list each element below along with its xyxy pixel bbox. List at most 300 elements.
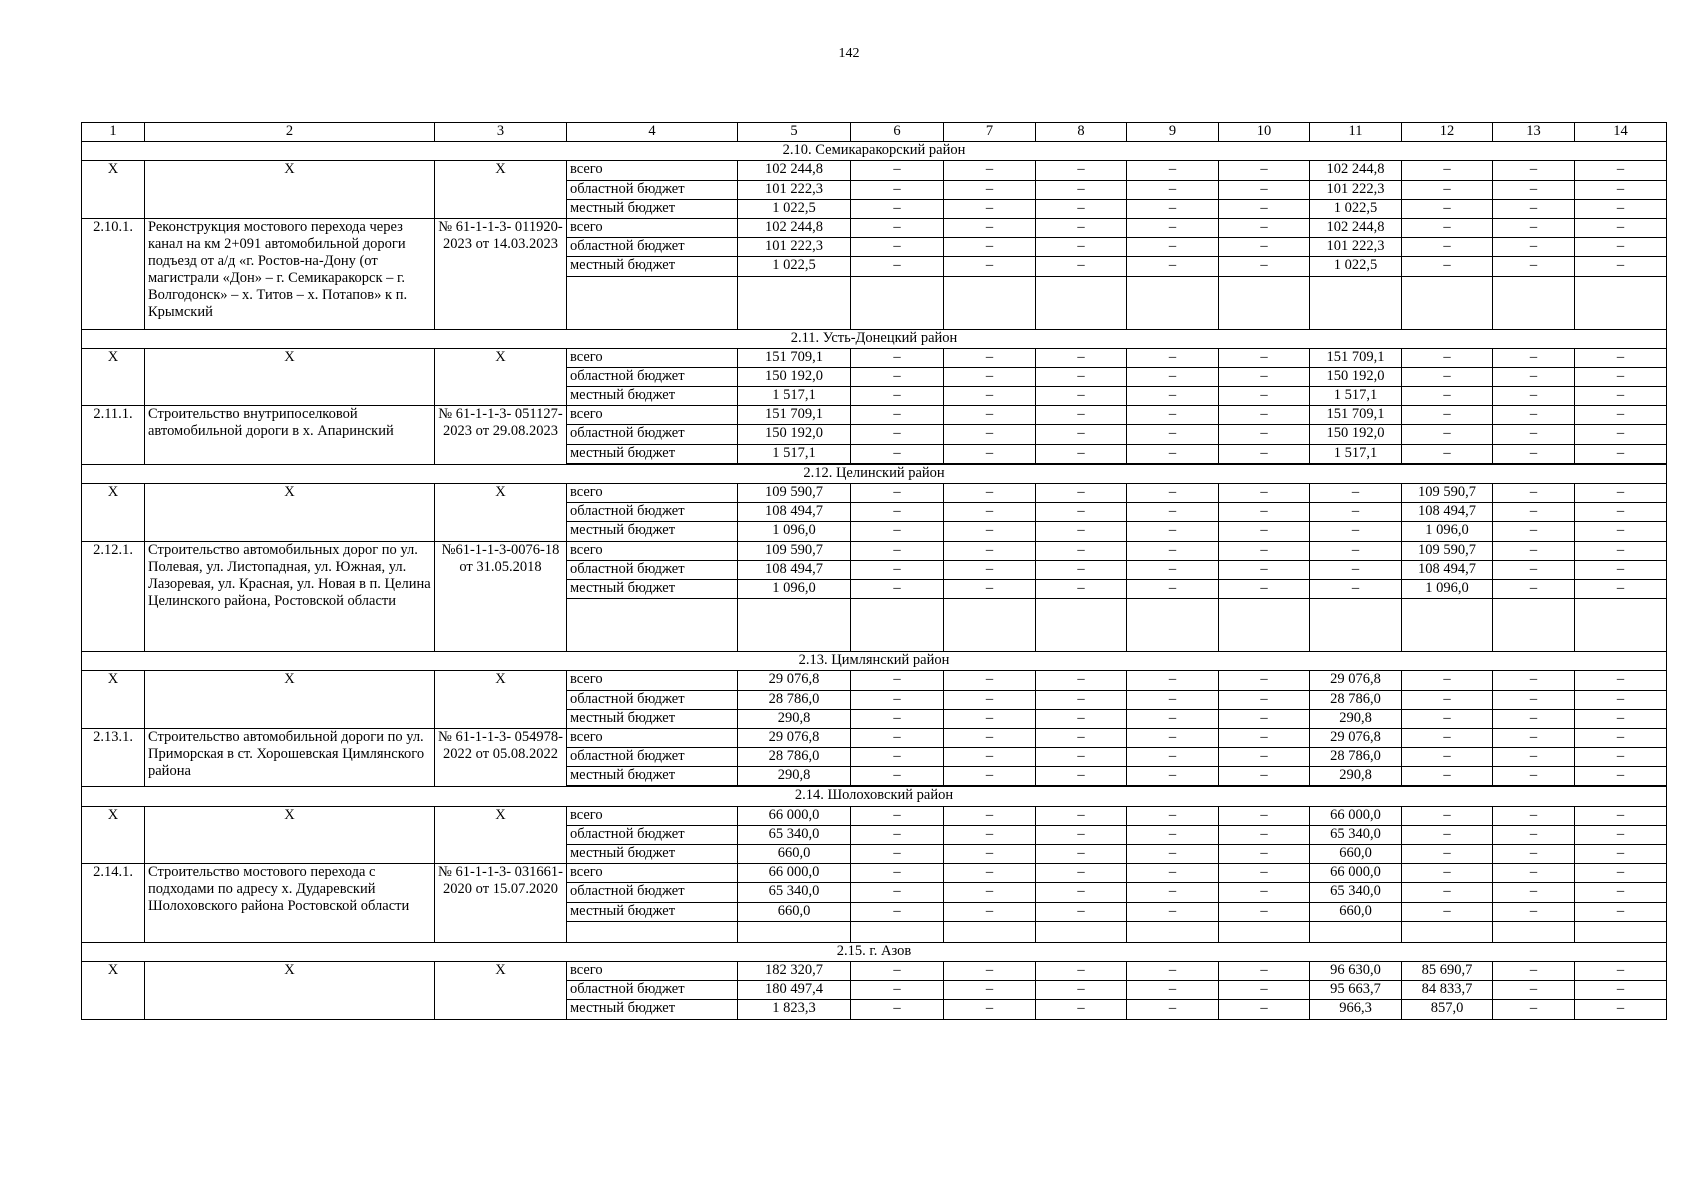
amount-cell: 966,3: [1310, 1000, 1402, 1019]
amount-cell: –: [851, 541, 944, 560]
amount-cell: –: [944, 348, 1036, 367]
table-row: [82, 671, 1667, 690]
amount-cell: –: [1036, 425, 1127, 444]
empty-cell: [1036, 921, 1127, 942]
amount-cell: 1 517,1: [738, 387, 851, 406]
amount-cell: 29 076,8: [1310, 728, 1402, 747]
item-number: X: [82, 961, 145, 1019]
amount-cell: –: [1036, 387, 1127, 406]
amount-cell: –: [1127, 883, 1219, 902]
item-name: Реконструкция мостового перехода через канал на км 2+091 автомобильной дороги подъезд от а/д «г. Ростов-на-Дону (от магистрали «Дон» – г. Семикаракорск – г. Волгодонск» – х. Титов – х. Потапов» к п. Крымский: [145, 218, 435, 329]
amount-cell: –: [944, 199, 1036, 218]
amount-cell: –: [1127, 806, 1219, 825]
amount-cell: –: [1219, 199, 1310, 218]
amount-cell: –: [944, 541, 1036, 560]
amount-cell: 28 786,0: [738, 748, 851, 767]
amount-cell: –: [1036, 767, 1127, 786]
item-name: X: [145, 806, 435, 864]
amount-cell: –: [1493, 218, 1575, 237]
amount-cell: –: [1219, 579, 1310, 598]
amount-cell: 150 192,0: [738, 425, 851, 444]
amount-cell: –: [944, 387, 1036, 406]
amount-cell: –: [1402, 161, 1493, 180]
amount-cell: –: [851, 864, 944, 883]
amount-cell: –: [1575, 199, 1667, 218]
header-cell: 4: [567, 123, 738, 142]
amount-cell: –: [851, 406, 944, 425]
amount-cell: –: [851, 709, 944, 728]
amount-cell: –: [1036, 728, 1127, 747]
amount-cell: –: [1310, 484, 1402, 503]
amount-cell: –: [1127, 503, 1219, 522]
amount-cell: –: [1575, 560, 1667, 579]
budget-source: областной бюджет: [567, 425, 738, 444]
amount-cell: –: [1575, 883, 1667, 902]
amount-cell: –: [1575, 444, 1667, 463]
section-title: 2.14. Шолоховский район: [82, 787, 1667, 806]
amount-cell: 180 497,4: [738, 981, 851, 1000]
amount-cell: –: [851, 825, 944, 844]
amount-cell: –: [1219, 425, 1310, 444]
table-row: [82, 484, 1667, 503]
item-number: X: [82, 161, 145, 219]
amount-cell: –: [1575, 522, 1667, 541]
amount-cell: –: [1219, 560, 1310, 579]
amount-cell: –: [1402, 690, 1493, 709]
amount-cell: 28 786,0: [1310, 690, 1402, 709]
amount-cell: –: [1219, 541, 1310, 560]
amount-cell: –: [851, 238, 944, 257]
amount-cell: –: [1575, 238, 1667, 257]
item-document: X: [435, 348, 567, 406]
amount-cell: –: [1493, 541, 1575, 560]
amount-cell: –: [944, 767, 1036, 786]
budget-source: областной бюджет: [567, 367, 738, 386]
header-cell: 3: [435, 123, 567, 142]
amount-cell: –: [1493, 503, 1575, 522]
amount-cell: 66 000,0: [1310, 806, 1402, 825]
budget-source: всего: [567, 961, 738, 980]
empty-cell: [1575, 921, 1667, 942]
amount-cell: –: [1493, 348, 1575, 367]
empty-cell: [1219, 599, 1310, 652]
amount-cell: –: [1575, 579, 1667, 598]
amount-cell: –: [1575, 728, 1667, 747]
table-row: [82, 348, 1667, 367]
section-title: 2.13. Цимлянский район: [82, 652, 1667, 671]
amount-cell: 151 709,1: [1310, 348, 1402, 367]
amount-cell: –: [944, 218, 1036, 237]
empty-cell: [1493, 276, 1575, 329]
empty-cell: [567, 599, 738, 652]
budget-source: местный бюджет: [567, 579, 738, 598]
amount-cell: –: [1127, 1000, 1219, 1019]
amount-cell: –: [944, 806, 1036, 825]
amount-cell: 29 076,8: [738, 728, 851, 747]
table-row: [82, 961, 1667, 980]
amount-cell: –: [851, 444, 944, 463]
amount-cell: 85 690,7: [1402, 961, 1493, 980]
amount-cell: –: [1493, 406, 1575, 425]
amount-cell: –: [1402, 257, 1493, 276]
amount-cell: –: [1036, 522, 1127, 541]
amount-cell: 66 000,0: [738, 864, 851, 883]
amount-cell: –: [944, 845, 1036, 864]
budget-source: местный бюджет: [567, 767, 738, 786]
amount-cell: –: [1493, 180, 1575, 199]
amount-cell: –: [944, 825, 1036, 844]
empty-cell: [1310, 921, 1402, 942]
budget-source: всего: [567, 806, 738, 825]
amount-cell: 95 663,7: [1310, 981, 1402, 1000]
amount-cell: –: [944, 161, 1036, 180]
amount-cell: –: [1402, 387, 1493, 406]
table-row: [82, 806, 1667, 825]
budget-source: областной бюджет: [567, 825, 738, 844]
amount-cell: –: [1219, 218, 1310, 237]
amount-cell: –: [1127, 825, 1219, 844]
budget-source: областной бюджет: [567, 560, 738, 579]
amount-cell: –: [1127, 199, 1219, 218]
amount-cell: –: [1036, 961, 1127, 980]
amount-cell: –: [1493, 560, 1575, 579]
amount-cell: –: [1127, 406, 1219, 425]
amount-cell: –: [1127, 864, 1219, 883]
amount-cell: –: [1575, 218, 1667, 237]
amount-cell: –: [1036, 503, 1127, 522]
amount-cell: –: [1127, 961, 1219, 980]
amount-cell: –: [851, 579, 944, 598]
item-name: X: [145, 961, 435, 1019]
budget-source: областной бюджет: [567, 238, 738, 257]
empty-cell: [1402, 276, 1493, 329]
amount-cell: 1 022,5: [1310, 199, 1402, 218]
amount-cell: –: [1575, 503, 1667, 522]
budget-table: [81, 122, 1667, 1020]
amount-cell: –: [851, 902, 944, 921]
amount-cell: –: [1493, 748, 1575, 767]
amount-cell: –: [1219, 981, 1310, 1000]
amount-cell: –: [1219, 709, 1310, 728]
amount-cell: 151 709,1: [738, 348, 851, 367]
amount-cell: –: [944, 864, 1036, 883]
amount-cell: –: [1575, 671, 1667, 690]
budget-source: местный бюджет: [567, 199, 738, 218]
amount-cell: –: [851, 671, 944, 690]
amount-cell: –: [851, 767, 944, 786]
amount-cell: –: [1402, 444, 1493, 463]
amount-cell: –: [1219, 864, 1310, 883]
empty-cell: [1219, 921, 1310, 942]
empty-cell: [1402, 921, 1493, 942]
empty-cell: [1219, 276, 1310, 329]
amount-cell: –: [1127, 728, 1219, 747]
item-number: X: [82, 348, 145, 406]
amount-cell: –: [1036, 748, 1127, 767]
amount-cell: –: [1310, 560, 1402, 579]
budget-source: местный бюджет: [567, 845, 738, 864]
empty-cell: [567, 921, 738, 942]
item-document: X: [435, 806, 567, 864]
amount-cell: 101 222,3: [1310, 238, 1402, 257]
amount-cell: –: [1575, 806, 1667, 825]
item-number: 2.11.1.: [82, 406, 145, 465]
amount-cell: –: [1575, 161, 1667, 180]
amount-cell: –: [1127, 444, 1219, 463]
amount-cell: –: [1493, 902, 1575, 921]
item-name: Строительство автомобильной дороги по ул. Приморская в ст. Хорошевская Цимлянского района: [145, 728, 435, 787]
amount-cell: 1 022,5: [738, 199, 851, 218]
item-number: 2.10.1.: [82, 218, 145, 329]
amount-cell: –: [1575, 367, 1667, 386]
amount-cell: –: [1036, 825, 1127, 844]
amount-cell: –: [1219, 825, 1310, 844]
budget-source: всего: [567, 406, 738, 425]
amount-cell: 1 517,1: [1310, 444, 1402, 463]
amount-cell: –: [851, 845, 944, 864]
amount-cell: –: [1402, 902, 1493, 921]
amount-cell: –: [1036, 845, 1127, 864]
budget-source: всего: [567, 218, 738, 237]
budget-source: всего: [567, 728, 738, 747]
budget-source: местный бюджет: [567, 709, 738, 728]
amount-cell: –: [851, 367, 944, 386]
amount-cell: 108 494,7: [1402, 503, 1493, 522]
amount-cell: –: [1219, 845, 1310, 864]
amount-cell: –: [1127, 690, 1219, 709]
amount-cell: –: [1036, 690, 1127, 709]
amount-cell: –: [1493, 825, 1575, 844]
amount-cell: 1 096,0: [1402, 579, 1493, 598]
budget-source: областной бюджет: [567, 883, 738, 902]
amount-cell: –: [944, 406, 1036, 425]
amount-cell: 102 244,8: [1310, 161, 1402, 180]
amount-cell: –: [1127, 238, 1219, 257]
amount-cell: 290,8: [1310, 709, 1402, 728]
amount-cell: –: [1493, 161, 1575, 180]
header-cell: 5: [738, 123, 851, 142]
amount-cell: 29 076,8: [738, 671, 851, 690]
budget-source: всего: [567, 348, 738, 367]
amount-cell: –: [1575, 961, 1667, 980]
amount-cell: 108 494,7: [738, 560, 851, 579]
amount-cell: –: [851, 728, 944, 747]
amount-cell: –: [1402, 238, 1493, 257]
amount-cell: –: [1310, 579, 1402, 598]
amount-cell: –: [1493, 579, 1575, 598]
amount-cell: –: [1402, 671, 1493, 690]
section-title: 2.15. г. Азов: [82, 942, 1667, 961]
empty-cell: [1493, 599, 1575, 652]
amount-cell: 28 786,0: [738, 690, 851, 709]
header-cell: 6: [851, 123, 944, 142]
empty-cell: [944, 276, 1036, 329]
item-number: 2.12.1.: [82, 541, 145, 652]
amount-cell: 102 244,8: [1310, 218, 1402, 237]
amount-cell: 1 517,1: [1310, 387, 1402, 406]
amount-cell: –: [1575, 845, 1667, 864]
amount-cell: –: [1402, 199, 1493, 218]
budget-source: областной бюджет: [567, 503, 738, 522]
amount-cell: –: [944, 671, 1036, 690]
amount-cell: –: [1493, 522, 1575, 541]
amount-cell: –: [1575, 748, 1667, 767]
amount-cell: –: [1219, 522, 1310, 541]
table-row: [82, 218, 1667, 237]
amount-cell: –: [1127, 541, 1219, 560]
amount-cell: –: [944, 238, 1036, 257]
amount-cell: –: [1402, 728, 1493, 747]
amount-cell: 1 096,0: [738, 522, 851, 541]
section-row: [82, 142, 1667, 161]
header-cell: 12: [1402, 123, 1493, 142]
amount-cell: –: [944, 961, 1036, 980]
amount-cell: –: [1036, 218, 1127, 237]
amount-cell: –: [1493, 199, 1575, 218]
amount-cell: –: [1493, 387, 1575, 406]
budget-source: местный бюджет: [567, 902, 738, 921]
amount-cell: –: [1402, 748, 1493, 767]
amount-cell: –: [944, 709, 1036, 728]
amount-cell: –: [1493, 238, 1575, 257]
item-name: Строительство мостового перехода с подходами по адресу х. Дударевский Шолоховского района Ростовской области: [145, 864, 435, 943]
item-document: №61-1-1-3-0076-18 от 31.05.2018: [435, 541, 567, 652]
amount-cell: –: [1575, 902, 1667, 921]
amount-cell: –: [851, 503, 944, 522]
amount-cell: –: [1219, 767, 1310, 786]
amount-cell: 65 340,0: [1310, 883, 1402, 902]
amount-cell: –: [1036, 902, 1127, 921]
amount-cell: –: [1493, 806, 1575, 825]
item-document: № 61-1-1-3- 031661-2020 от 15.07.2020: [435, 864, 567, 943]
table-row: [82, 864, 1667, 883]
amount-cell: –: [1036, 709, 1127, 728]
amount-cell: –: [1493, 981, 1575, 1000]
amount-cell: –: [944, 522, 1036, 541]
item-document: X: [435, 161, 567, 219]
amount-cell: –: [1493, 671, 1575, 690]
empty-cell: [851, 599, 944, 652]
amount-cell: 290,8: [738, 767, 851, 786]
item-name: X: [145, 348, 435, 406]
amount-cell: –: [1402, 709, 1493, 728]
amount-cell: –: [1127, 425, 1219, 444]
empty-cell: [851, 921, 944, 942]
amount-cell: –: [1127, 484, 1219, 503]
amount-cell: –: [1127, 709, 1219, 728]
item-document: № 61-1-1-3- 011920-2023 от 14.03.2023: [435, 218, 567, 329]
amount-cell: –: [851, 748, 944, 767]
amount-cell: –: [1127, 348, 1219, 367]
amount-cell: –: [1575, 709, 1667, 728]
empty-cell: [944, 921, 1036, 942]
amount-cell: –: [1036, 806, 1127, 825]
table-row: [82, 728, 1667, 747]
amount-cell: –: [1402, 845, 1493, 864]
header-cell: 1: [82, 123, 145, 142]
amount-cell: –: [1219, 180, 1310, 199]
empty-cell: [1036, 276, 1127, 329]
amount-cell: –: [1493, 728, 1575, 747]
section-title: 2.12. Целинский район: [82, 464, 1667, 483]
amount-cell: –: [1493, 709, 1575, 728]
header-cell: 14: [1575, 123, 1667, 142]
amount-cell: –: [944, 503, 1036, 522]
amount-cell: –: [1575, 825, 1667, 844]
amount-cell: 660,0: [1310, 845, 1402, 864]
amount-cell: –: [1402, 406, 1493, 425]
amount-cell: –: [851, 961, 944, 980]
amount-cell: –: [1127, 522, 1219, 541]
empty-cell: [567, 276, 738, 329]
amount-cell: –: [1493, 864, 1575, 883]
amount-cell: –: [1493, 690, 1575, 709]
amount-cell: –: [1493, 444, 1575, 463]
amount-cell: –: [944, 257, 1036, 276]
amount-cell: –: [851, 806, 944, 825]
empty-cell: [851, 276, 944, 329]
amount-cell: 102 244,8: [738, 218, 851, 237]
item-name: Строительство внутрипоселковой автомобильной дороги в х. Апаринский: [145, 406, 435, 465]
amount-cell: 66 000,0: [738, 806, 851, 825]
budget-source: всего: [567, 671, 738, 690]
item-number: 2.13.1.: [82, 728, 145, 787]
item-number: 2.14.1.: [82, 864, 145, 943]
amount-cell: 1 517,1: [738, 444, 851, 463]
amount-cell: –: [851, 199, 944, 218]
amount-cell: 1 096,0: [738, 579, 851, 598]
amount-cell: –: [1493, 961, 1575, 980]
amount-cell: –: [1310, 503, 1402, 522]
item-number: X: [82, 671, 145, 729]
amount-cell: 150 192,0: [1310, 367, 1402, 386]
section-title: 2.11. Усть-Донецкий район: [82, 329, 1667, 348]
amount-cell: –: [851, 1000, 944, 1019]
amount-cell: –: [1036, 257, 1127, 276]
amount-cell: –: [851, 425, 944, 444]
amount-cell: –: [1219, 387, 1310, 406]
amount-cell: –: [1402, 806, 1493, 825]
empty-cell: [1127, 276, 1219, 329]
amount-cell: –: [1219, 902, 1310, 921]
item-name: X: [145, 484, 435, 542]
amount-cell: –: [1493, 484, 1575, 503]
amount-cell: –: [1575, 767, 1667, 786]
amount-cell: –: [1127, 560, 1219, 579]
amount-cell: –: [1402, 180, 1493, 199]
amount-cell: –: [1036, 864, 1127, 883]
amount-cell: –: [1219, 728, 1310, 747]
item-number: X: [82, 484, 145, 542]
amount-cell: –: [1127, 180, 1219, 199]
section-row: [82, 942, 1667, 961]
budget-source: местный бюджет: [567, 444, 738, 463]
budget-source: всего: [567, 484, 738, 503]
amount-cell: –: [1127, 981, 1219, 1000]
amount-cell: –: [1493, 425, 1575, 444]
amount-cell: 101 222,3: [738, 180, 851, 199]
amount-cell: –: [1402, 883, 1493, 902]
amount-cell: –: [1036, 238, 1127, 257]
amount-cell: –: [1402, 767, 1493, 786]
amount-cell: –: [1402, 218, 1493, 237]
amount-cell: –: [1575, 1000, 1667, 1019]
amount-cell: –: [944, 425, 1036, 444]
amount-cell: 660,0: [1310, 902, 1402, 921]
budget-source: местный бюджет: [567, 1000, 738, 1019]
amount-cell: –: [851, 180, 944, 199]
amount-cell: –: [1219, 444, 1310, 463]
